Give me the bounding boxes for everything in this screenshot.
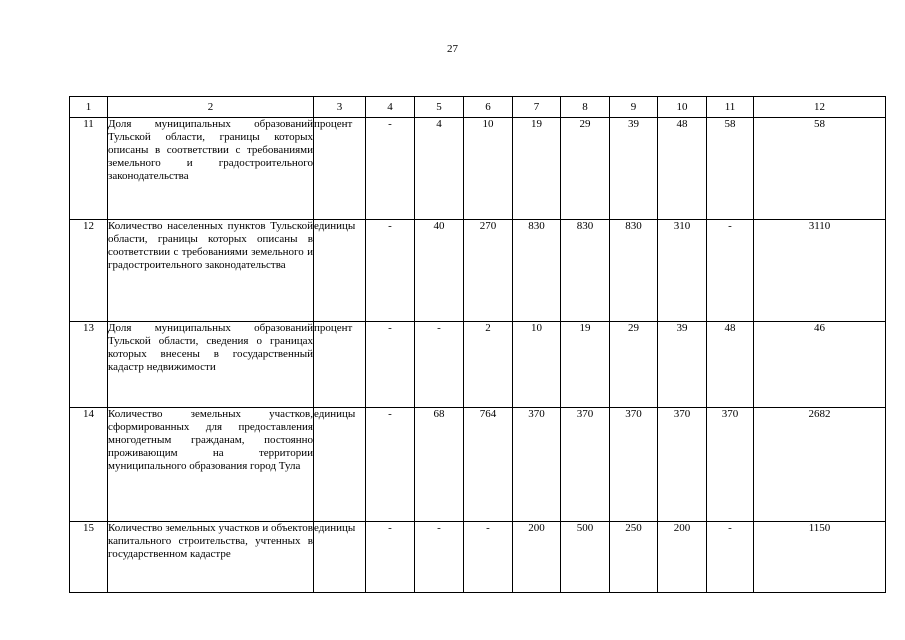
row-number: 15 — [70, 522, 108, 593]
row-number: 13 — [70, 322, 108, 408]
value-cell: 40 — [415, 220, 464, 322]
value-cell: 830 — [513, 220, 561, 322]
value-cell: 19 — [513, 118, 561, 220]
indicators-table — [69, 96, 886, 593]
row-number: 14 — [70, 408, 108, 522]
header-row — [70, 97, 886, 118]
indicator-name: Количество земельных участков, сформированных для предоставления многодетным гражданам, постоянно проживающим на территории муниципального образования город Тула — [108, 408, 314, 522]
column-header: 4 — [366, 97, 415, 118]
total-cell: 1150 — [754, 522, 886, 593]
value-cell: - — [366, 522, 415, 593]
value-cell: 370 — [707, 408, 754, 522]
value-cell: 370 — [561, 408, 610, 522]
value-cell: 370 — [658, 408, 707, 522]
value-cell: 200 — [658, 522, 707, 593]
value-cell: 19 — [561, 322, 610, 408]
unit-cell: единицы — [314, 408, 366, 522]
value-cell: 48 — [707, 322, 754, 408]
value-cell: 68 — [415, 408, 464, 522]
column-header: 11 — [707, 97, 754, 118]
value-cell: 2 — [464, 322, 513, 408]
column-header: 2 — [108, 97, 314, 118]
value-cell: 500 — [561, 522, 610, 593]
value-cell: 764 — [464, 408, 513, 522]
value-cell: 39 — [658, 322, 707, 408]
column-header: 5 — [415, 97, 464, 118]
column-header: 9 — [610, 97, 658, 118]
indicator-name: Количество населенных пунктов Тульской области, границы которых описаны в соответствии с требованиями земельного и градостроительного законодательства — [108, 220, 314, 322]
value-cell: 58 — [707, 118, 754, 220]
value-cell: 370 — [513, 408, 561, 522]
column-header: 6 — [464, 97, 513, 118]
value-cell: - — [415, 522, 464, 593]
indicator-name: Доля муниципальных образований Тульской области, сведения о границах которых внесены в государственный кадастр недвижимости — [108, 322, 314, 408]
indicator-name: Доля муниципальных образований Тульской области, границы которых описаны в соответствии с требованиями земельного и градостроительного законодательства — [108, 118, 314, 220]
value-cell: - — [366, 322, 415, 408]
value-cell: 29 — [561, 118, 610, 220]
unit-cell: процент — [314, 322, 366, 408]
value-cell: 10 — [513, 322, 561, 408]
table-row — [70, 408, 886, 522]
row-number: 12 — [70, 220, 108, 322]
table-row — [70, 522, 886, 593]
column-header: 12 — [754, 97, 886, 118]
column-header: 7 — [513, 97, 561, 118]
page-number: 27 — [447, 43, 458, 55]
value-cell: 39 — [610, 118, 658, 220]
value-cell: - — [415, 322, 464, 408]
value-cell: 4 — [415, 118, 464, 220]
column-header: 10 — [658, 97, 707, 118]
value-cell: - — [366, 408, 415, 522]
value-cell: - — [707, 220, 754, 322]
column-header: 3 — [314, 97, 366, 118]
unit-cell: процент — [314, 118, 366, 220]
value-cell: 370 — [610, 408, 658, 522]
value-cell: 250 — [610, 522, 658, 593]
column-header: 1 — [70, 97, 108, 118]
value-cell: - — [366, 220, 415, 322]
value-cell: 830 — [561, 220, 610, 322]
row-number: 11 — [70, 118, 108, 220]
value-cell: - — [464, 522, 513, 593]
value-cell: 29 — [610, 322, 658, 408]
value-cell: - — [707, 522, 754, 593]
table-row — [70, 322, 886, 408]
total-cell: 2682 — [754, 408, 886, 522]
value-cell: 200 — [513, 522, 561, 593]
indicator-name: Количество земельных участков и объектов капитального строительства, учтенных в государственном кадастре — [108, 522, 314, 593]
total-cell: 58 — [754, 118, 886, 220]
unit-cell: единицы — [314, 522, 366, 593]
unit-cell: единицы — [314, 220, 366, 322]
value-cell: 10 — [464, 118, 513, 220]
total-cell: 3110 — [754, 220, 886, 322]
value-cell: 270 — [464, 220, 513, 322]
value-cell: 48 — [658, 118, 707, 220]
total-cell: 46 — [754, 322, 886, 408]
table-row — [70, 220, 886, 322]
value-cell: - — [366, 118, 415, 220]
table-row — [70, 118, 886, 220]
column-header: 8 — [561, 97, 610, 118]
value-cell: 310 — [658, 220, 707, 322]
value-cell: 830 — [610, 220, 658, 322]
